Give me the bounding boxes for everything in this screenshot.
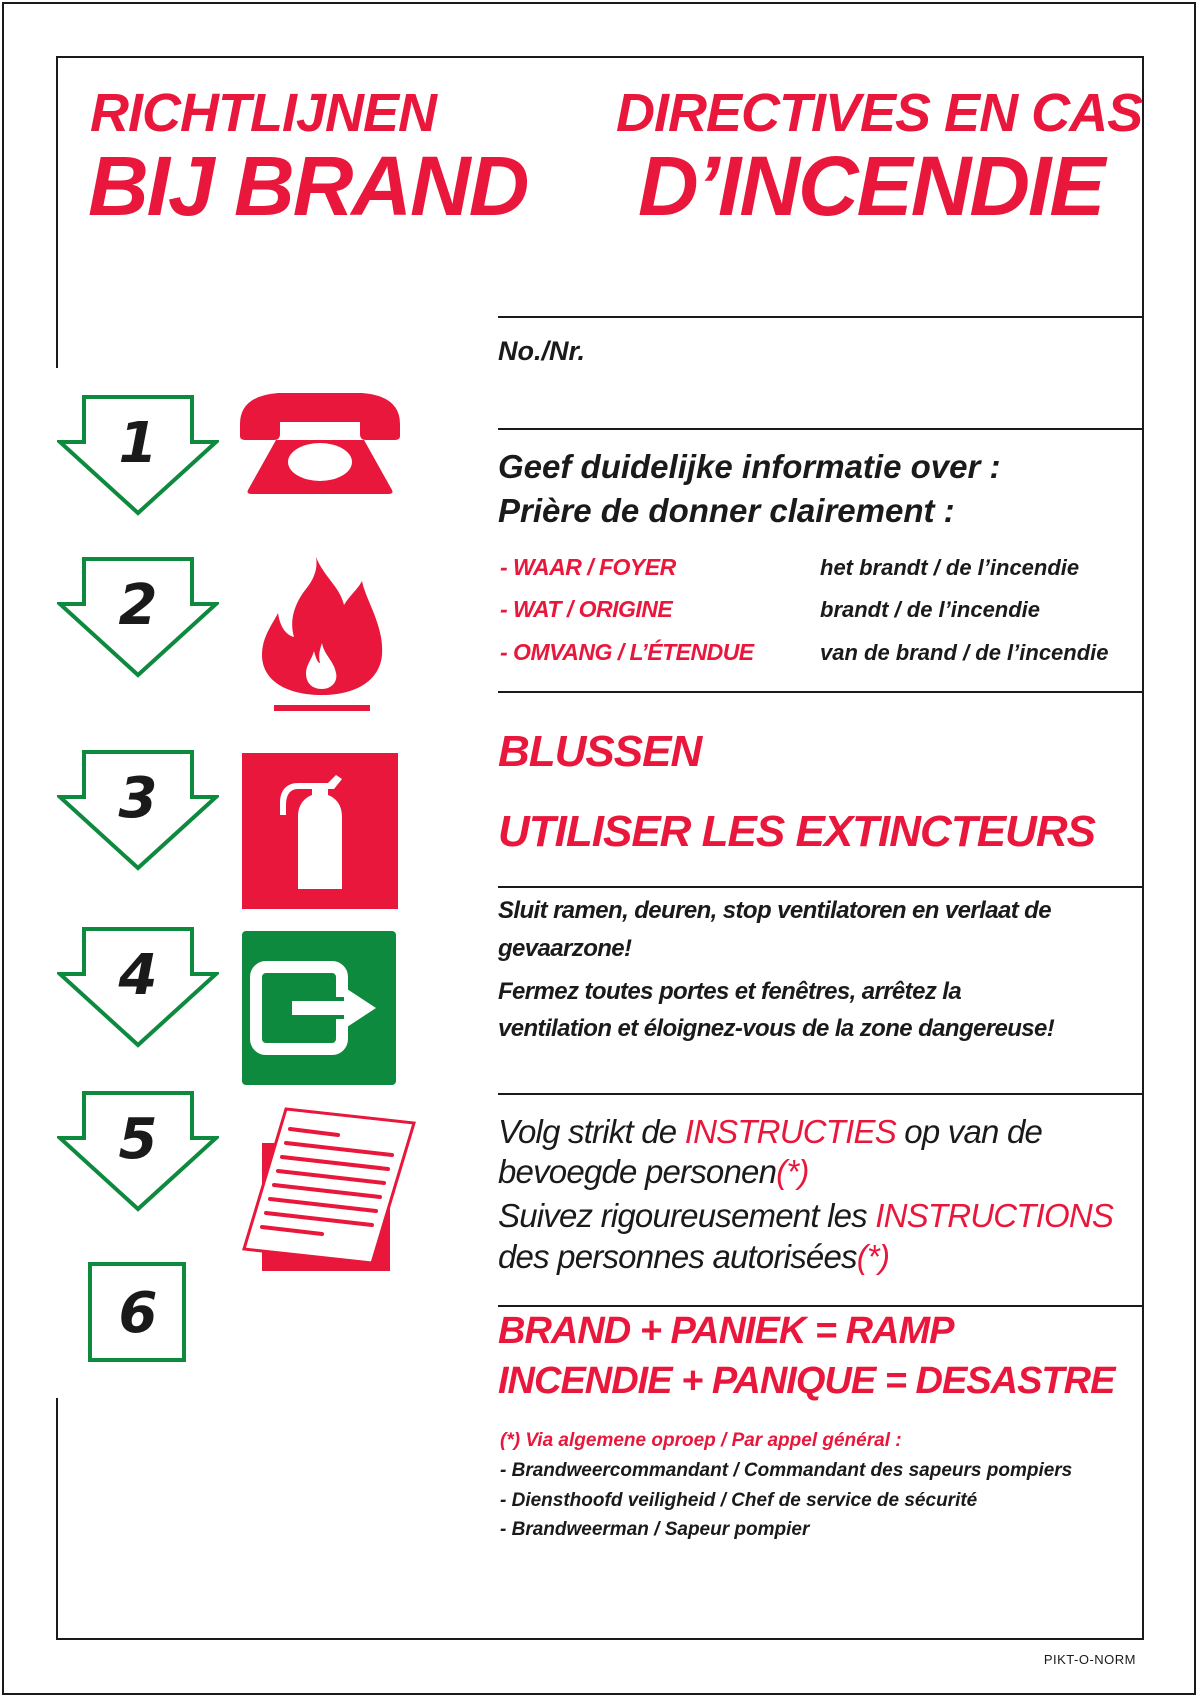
instructions-nl-pre: Volg strikt de — [498, 1113, 685, 1150]
instructions-nl-line1 — [498, 1115, 1042, 1148]
step-1-arrow-icon — [57, 394, 219, 516]
notes-heading: (*) Via algemene oproep / Par appel général : — [500, 1430, 902, 1451]
extinguish-nl: BLUSSEN — [498, 727, 702, 776]
title-nl-line1: RICHTLIJNEN — [90, 83, 437, 143]
instructions-nl-line2 — [498, 1155, 809, 1188]
frame-right-line — [1142, 56, 1144, 1640]
panic-fr: INCENDIE + PANIQUE = DESASTRE — [498, 1360, 1115, 1402]
instructions-fr-highlight: INSTRUCTIONS — [875, 1197, 1114, 1234]
separator-6 — [498, 1305, 1144, 1307]
evacuate-fr-line2: ventilation et éloignez-vous de la zone dangereuse! — [498, 1015, 1055, 1042]
step-number: 5 — [118, 1107, 158, 1172]
title-fr-line2: D’INCENDIE — [638, 139, 1104, 233]
step-6-box-icon — [88, 1262, 190, 1364]
step-number: 6 — [118, 1281, 158, 1346]
instructions-fr-text: des personnes autorisées — [498, 1238, 857, 1275]
evacuate-fr-line1: Fermez toutes portes et fenêtres, arrêtez la — [498, 978, 962, 1005]
notes-item: - Diensthoofd veiligheid / Chef de service de sécurité — [500, 1490, 978, 1511]
instructions-nl-highlight: INSTRUCTIES — [684, 1113, 896, 1150]
title-nl-line2: BIJ BRAND — [88, 139, 528, 233]
instructions-nl-post: op van de — [895, 1113, 1043, 1150]
evacuate-nl-line1: Sluit ramen, deuren, stop ventilatoren en verlaat de — [498, 897, 1051, 924]
frame-top-line — [56, 56, 1144, 58]
evacuate-nl-line2: gevaarzone! — [498, 935, 632, 962]
instructions-document-icon — [242, 1103, 418, 1273]
step-5-arrow-icon — [57, 1090, 219, 1212]
info-item-value: van de brand / de l’incendie — [820, 640, 1109, 665]
instructions-fr-line2 — [498, 1240, 889, 1273]
number-label: No./Nr. — [498, 336, 586, 366]
fire-icon — [258, 555, 386, 717]
notes-item: - Brandweercommandant / Commandant des sapeurs pompiers — [500, 1460, 1073, 1481]
brand-label: PIKT-O-NORM — [1043, 1652, 1136, 1667]
instructions-fr-line1 — [498, 1199, 1113, 1232]
title-fr-line1: DIRECTIVES EN CAS — [616, 83, 1143, 143]
telephone-icon — [238, 390, 402, 496]
fire-extinguisher-icon — [242, 753, 398, 909]
info-item-value: het brandt / de l’incendie — [820, 555, 1080, 580]
instructions-fr-mark: (*) — [856, 1238, 890, 1275]
step-4-arrow-icon — [57, 926, 219, 1048]
step-number: 2 — [118, 573, 158, 638]
separator-3 — [498, 691, 1144, 693]
extinguish-fr: UTILISER LES EXTINCTEURS — [498, 807, 1095, 856]
info-heading-nl: Geef duidelijke informatie over : — [498, 448, 1001, 485]
separator-4 — [498, 886, 1144, 888]
instructions-nl-mark: (*) — [776, 1153, 809, 1190]
info-item-value: brandt / de l’incendie — [820, 597, 1041, 622]
notes-item: - Brandweerman / Sapeur pompier — [500, 1519, 810, 1540]
step-3-arrow-icon — [57, 749, 219, 871]
instructions-nl-text: bevoegde personen — [498, 1153, 777, 1190]
separator-2 — [498, 428, 1144, 430]
info-item-key: - WAAR / FOYER — [500, 554, 676, 580]
step-number: 4 — [118, 943, 158, 1008]
frame-left-line-top — [56, 56, 58, 368]
instructions-fr-pre: Suivez rigoureusement les — [498, 1197, 876, 1234]
panic-nl: BRAND + PANIEK = RAMP — [498, 1310, 954, 1352]
step-number: 1 — [118, 411, 158, 476]
step-2-arrow-icon — [57, 556, 219, 678]
exit-icon — [242, 931, 396, 1085]
info-item-key: - OMVANG / L’ÉTENDUE — [500, 639, 754, 665]
frame-left-line-bottom — [56, 1398, 58, 1640]
step-number: 3 — [118, 766, 158, 831]
info-heading-fr: Prière de donner clairement : — [498, 492, 955, 529]
separator-5 — [498, 1093, 1144, 1095]
info-item-key: - WAT / ORIGINE — [500, 596, 673, 622]
separator-1 — [498, 316, 1144, 318]
frame-bottom-line — [56, 1638, 1144, 1640]
